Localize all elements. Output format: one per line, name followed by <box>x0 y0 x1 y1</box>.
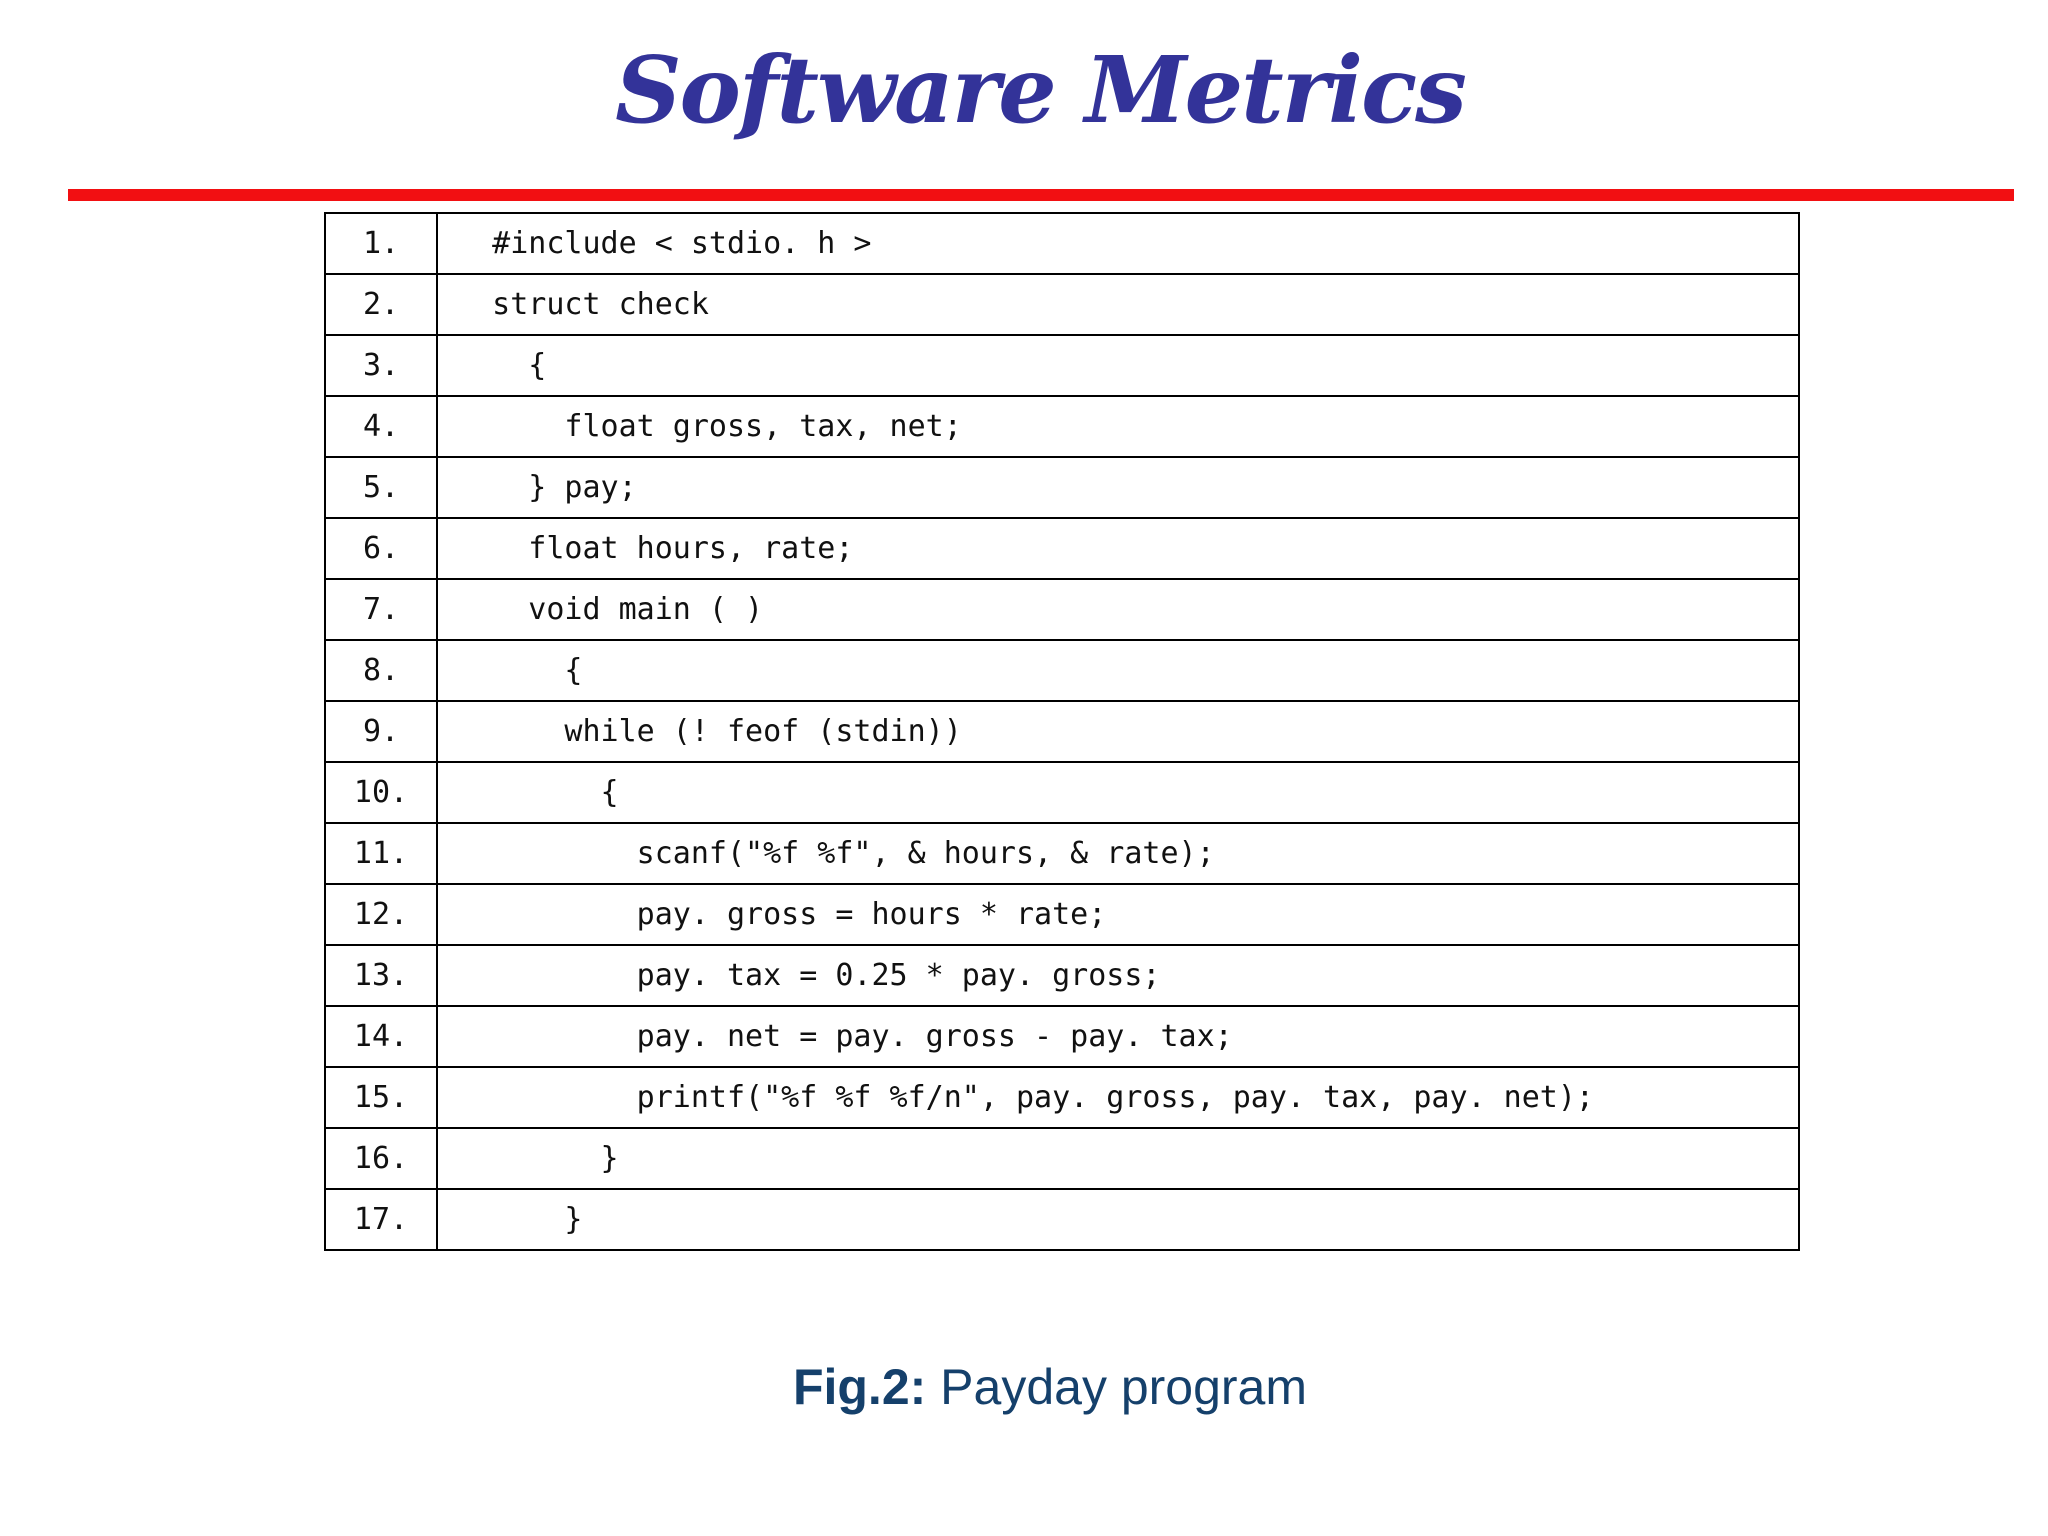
line-number: 16. <box>325 1128 437 1189</box>
line-number: 8. <box>325 640 437 701</box>
code-text: { <box>437 640 1799 701</box>
code-line-row <box>325 518 1799 579</box>
line-number: 10. <box>325 762 437 823</box>
line-number: 1. <box>325 213 437 274</box>
code-line-row <box>325 701 1799 762</box>
code-line-row <box>325 1006 1799 1067</box>
code-text: pay. tax = 0.25 * pay. gross; <box>437 945 1799 1006</box>
code-line-row <box>325 823 1799 884</box>
line-number: 12. <box>325 884 437 945</box>
code-line-row <box>325 884 1799 945</box>
code-line-row <box>325 213 1799 274</box>
code-text: float hours, rate; <box>437 518 1799 579</box>
code-text: pay. gross = hours * rate; <box>437 884 1799 945</box>
line-number: 13. <box>325 945 437 1006</box>
line-number: 14. <box>325 1006 437 1067</box>
line-number: 3. <box>325 335 437 396</box>
code-line-row <box>325 762 1799 823</box>
code-text: scanf("%f %f", & hours, & rate); <box>437 823 1799 884</box>
line-number: 4. <box>325 396 437 457</box>
slide-title: Software Metrics <box>615 36 1465 144</box>
code-line-row <box>325 457 1799 518</box>
code-line-row <box>325 1189 1799 1250</box>
code-text: while (! feof (stdin)) <box>437 701 1799 762</box>
code-text: pay. net = pay. gross - pay. tax; <box>437 1006 1799 1067</box>
code-text: { <box>437 762 1799 823</box>
code-line-row <box>325 1128 1799 1189</box>
code-text: struct check <box>437 274 1799 335</box>
code-line-row <box>325 945 1799 1006</box>
figure-caption <box>0 1355 2048 1419</box>
code-line-row <box>325 1067 1799 1128</box>
line-number: 9. <box>325 701 437 762</box>
code-line-row <box>325 396 1799 457</box>
code-text: printf("%f %f %f/n", pay. gross, pay. tax, pay. net); <box>437 1067 1799 1128</box>
code-text: void main ( ) <box>437 579 1799 640</box>
code-text: } <box>437 1189 1799 1250</box>
code-text: { <box>437 335 1799 396</box>
figure-caption-text: Payday program <box>926 1359 1308 1415</box>
figure-caption-label: Fig.2: <box>792 1359 927 1415</box>
code-line-row <box>325 274 1799 335</box>
code-listing-body <box>325 213 1799 1250</box>
code-line-row <box>325 640 1799 701</box>
code-text: } <box>437 1128 1799 1189</box>
code-line-row <box>325 335 1799 396</box>
code-text: float gross, tax, net; <box>437 396 1799 457</box>
title-divider <box>68 189 2014 201</box>
line-number: 6. <box>325 518 437 579</box>
line-number: 2. <box>325 274 437 335</box>
line-number: 5. <box>325 457 437 518</box>
code-text: } pay; <box>437 457 1799 518</box>
code-text: #include < stdio. h > <box>437 213 1799 274</box>
line-number: 11. <box>325 823 437 884</box>
line-number: 7. <box>325 579 437 640</box>
line-number: 15. <box>325 1067 437 1128</box>
code-listing-table <box>324 212 1800 1251</box>
code-line-row <box>325 579 1799 640</box>
line-number: 17. <box>325 1189 437 1250</box>
